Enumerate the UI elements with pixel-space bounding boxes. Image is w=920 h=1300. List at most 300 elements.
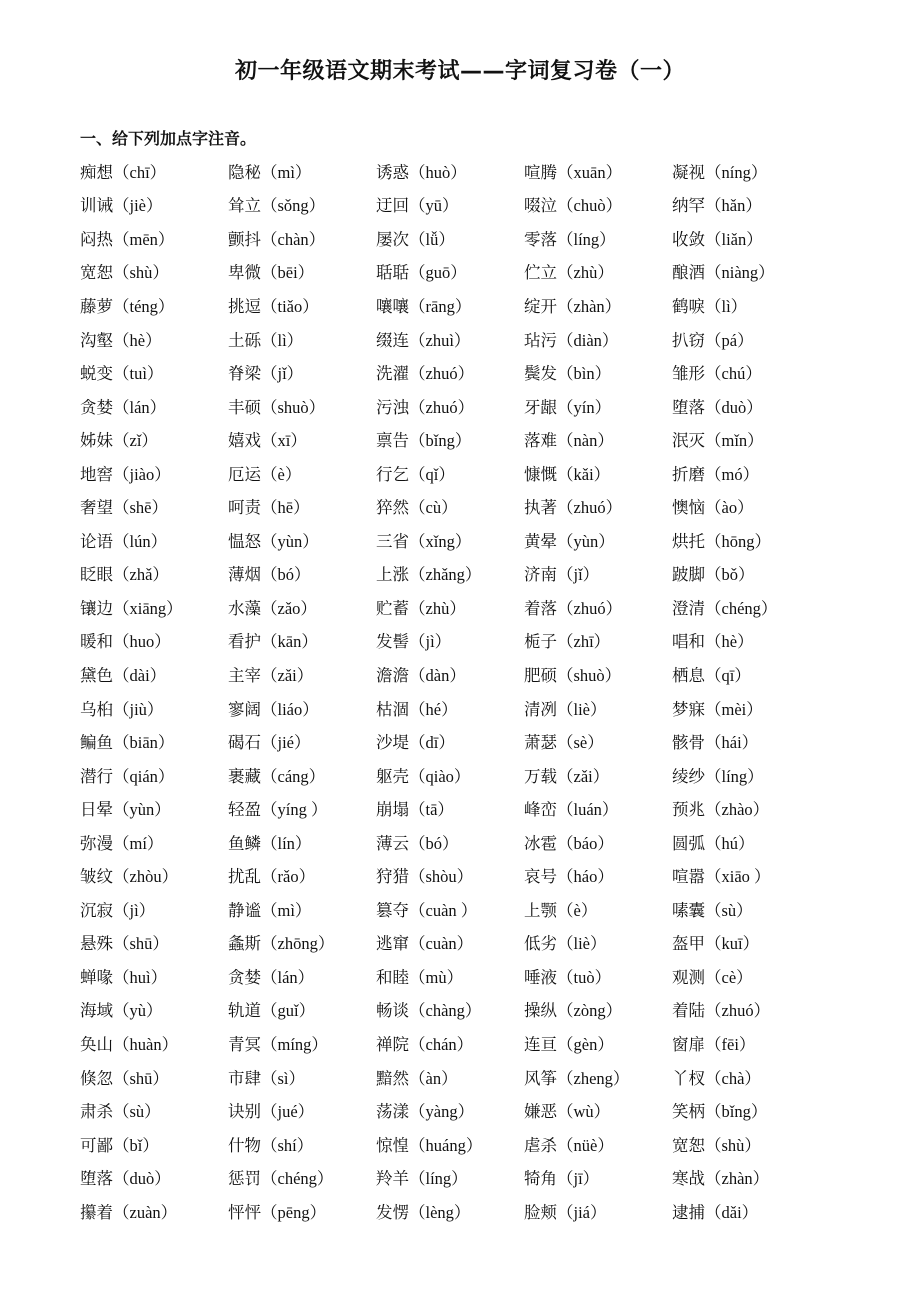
word-text: 圆弧 bbox=[672, 833, 705, 853]
word-row bbox=[80, 959, 840, 993]
word-text: 地窖 bbox=[80, 464, 113, 484]
word-text: 泯灭 bbox=[672, 431, 705, 451]
word-item bbox=[672, 930, 820, 954]
word-text: 肥硕 bbox=[524, 665, 557, 685]
word-item bbox=[228, 1098, 376, 1122]
word-item bbox=[524, 763, 672, 787]
word-text: 裹藏 bbox=[228, 766, 261, 786]
word-text: 低劣 bbox=[524, 934, 557, 954]
pinyin-text: （zhuó） bbox=[557, 498, 623, 518]
word-item bbox=[524, 696, 672, 720]
pinyin-text: （jī） bbox=[557, 1169, 600, 1189]
word-text: 厄运 bbox=[228, 464, 261, 484]
pinyin-text: （cuàn ） bbox=[409, 900, 478, 920]
pinyin-text: （yùn） bbox=[261, 531, 319, 551]
word-item bbox=[228, 159, 376, 183]
pinyin-text: （báo） bbox=[557, 833, 614, 853]
word-text: 清冽 bbox=[524, 699, 557, 719]
word-text: 哀号 bbox=[524, 867, 557, 887]
pinyin-text: （cáng） bbox=[261, 766, 326, 786]
pinyin-text: （bìn） bbox=[557, 364, 612, 384]
word-text: 行乞 bbox=[376, 464, 409, 484]
pinyin-text: （zhào） bbox=[705, 800, 770, 820]
section-heading: 一、给下列加点字注音。 bbox=[80, 129, 257, 148]
pinyin-text: （gèn） bbox=[557, 1034, 614, 1054]
word-text: 诀别 bbox=[228, 1102, 261, 1122]
pinyin-text: （biān） bbox=[113, 733, 175, 753]
pinyin-text: （shí） bbox=[261, 1135, 314, 1155]
word-text: 凝视 bbox=[672, 162, 705, 182]
word-text: 潜行 bbox=[80, 766, 113, 786]
pinyin-text: （qiào） bbox=[409, 766, 471, 786]
word-text: 执著 bbox=[524, 498, 557, 518]
pinyin-text: （sì） bbox=[261, 1068, 306, 1088]
word-text: 倏忽 bbox=[80, 1068, 113, 1088]
word-item bbox=[228, 930, 376, 954]
word-text: 沙堤 bbox=[376, 733, 409, 753]
pinyin-text: （zòng） bbox=[557, 1001, 623, 1021]
pinyin-text: （jié） bbox=[261, 733, 311, 753]
word-text: 伫立 bbox=[524, 263, 557, 283]
word-text: 蜕变 bbox=[80, 364, 113, 384]
pinyin-text: （huì） bbox=[113, 967, 168, 987]
word-text: 皱纹 bbox=[80, 867, 113, 887]
pinyin-text: （hái） bbox=[705, 733, 759, 753]
word-text: 鬓发 bbox=[524, 364, 557, 384]
pinyin-text: （guǐ） bbox=[261, 1001, 316, 1021]
pinyin-text: （mì） bbox=[261, 900, 312, 920]
word-row bbox=[80, 657, 840, 691]
pinyin-text: （yàng） bbox=[409, 1102, 475, 1122]
word-item bbox=[80, 159, 228, 183]
word-text: 躯壳 bbox=[376, 766, 409, 786]
pinyin-text: （jǐ） bbox=[261, 364, 304, 384]
pinyin-text: （yùn） bbox=[557, 531, 615, 551]
pinyin-text: （shuò） bbox=[261, 397, 326, 417]
pinyin-text: （lán） bbox=[113, 397, 167, 417]
word-text: 眨眼 bbox=[80, 565, 113, 585]
word-text: 贪婪 bbox=[228, 967, 261, 987]
pinyin-text: （àn） bbox=[409, 1068, 458, 1088]
word-item bbox=[376, 327, 524, 351]
word-item bbox=[672, 595, 820, 619]
word-item bbox=[80, 427, 228, 451]
pinyin-text: （ào） bbox=[705, 498, 754, 518]
word-text: 诱惑 bbox=[376, 162, 409, 182]
pinyin-text: （dài） bbox=[113, 665, 167, 685]
word-text: 发愣 bbox=[376, 1202, 409, 1222]
word-text: 宽恕 bbox=[672, 1135, 705, 1155]
word-text: 扰乱 bbox=[228, 867, 261, 887]
pinyin-text: （chán） bbox=[409, 1034, 474, 1054]
pinyin-text: （jì） bbox=[409, 632, 452, 652]
pinyin-text: （huo） bbox=[113, 632, 171, 652]
word-item bbox=[672, 1031, 820, 1055]
word-text: 污浊 bbox=[376, 397, 409, 417]
pinyin-text: （xī） bbox=[261, 431, 307, 451]
word-item bbox=[524, 528, 672, 552]
pinyin-text: （líng） bbox=[705, 766, 764, 786]
word-row bbox=[80, 322, 840, 356]
pinyin-text: （kuī） bbox=[705, 934, 760, 954]
word-item bbox=[524, 327, 672, 351]
word-text: 骸骨 bbox=[672, 733, 705, 753]
word-item bbox=[80, 595, 228, 619]
word-row bbox=[80, 288, 840, 322]
word-item bbox=[376, 930, 524, 954]
pinyin-text: （fēi） bbox=[705, 1034, 756, 1054]
word-text: 窗扉 bbox=[672, 1034, 705, 1054]
pinyin-text: （cù） bbox=[409, 498, 458, 518]
pinyin-text: （zhuì） bbox=[409, 330, 471, 350]
word-text: 碣石 bbox=[228, 733, 261, 753]
word-text: 雏形 bbox=[672, 364, 705, 384]
word-item bbox=[80, 1031, 228, 1055]
pinyin-text: （míng） bbox=[261, 1034, 328, 1054]
pinyin-text: （jiè） bbox=[113, 196, 163, 216]
word-text: 啜泣 bbox=[524, 196, 557, 216]
word-row bbox=[80, 993, 840, 1027]
word-text: 禅院 bbox=[376, 1034, 409, 1054]
word-item bbox=[672, 696, 820, 720]
pinyin-text: （mēn） bbox=[113, 229, 175, 249]
pinyin-text: （hōng） bbox=[705, 531, 771, 551]
word-text: 唱和 bbox=[672, 632, 705, 652]
word-item bbox=[228, 327, 376, 351]
word-item bbox=[80, 729, 228, 753]
word-item bbox=[228, 595, 376, 619]
word-item bbox=[376, 528, 524, 552]
word-text: 挑逗 bbox=[228, 296, 261, 316]
pinyin-text: （wù） bbox=[557, 1102, 611, 1122]
pinyin-text: （niàng） bbox=[705, 263, 775, 283]
pinyin-text: （chéng） bbox=[705, 598, 778, 618]
word-item bbox=[228, 1065, 376, 1089]
word-text: 羚羊 bbox=[376, 1169, 409, 1189]
word-text: 牙龈 bbox=[524, 397, 557, 417]
pinyin-text: （kān） bbox=[261, 632, 318, 652]
word-text: 落难 bbox=[524, 431, 557, 451]
pinyin-text: （mí） bbox=[113, 833, 164, 853]
pinyin-text: （zǎo） bbox=[261, 598, 317, 618]
word-text: 上颚 bbox=[524, 900, 557, 920]
word-text: 连亘 bbox=[524, 1034, 557, 1054]
word-item bbox=[672, 1165, 820, 1189]
word-text: 折磨 bbox=[672, 464, 705, 484]
word-item bbox=[524, 1165, 672, 1189]
word-item bbox=[228, 259, 376, 283]
word-row bbox=[80, 926, 840, 960]
word-item bbox=[228, 494, 376, 518]
word-item bbox=[376, 1165, 524, 1189]
word-item bbox=[672, 327, 820, 351]
word-item bbox=[524, 997, 672, 1021]
word-text: 看护 bbox=[228, 632, 261, 652]
pinyin-text: （chī） bbox=[113, 162, 167, 182]
word-item bbox=[524, 796, 672, 820]
word-text: 薄烟 bbox=[228, 565, 261, 585]
pinyin-text: （jiù） bbox=[113, 699, 164, 719]
pinyin-text: （shū） bbox=[113, 1068, 169, 1088]
pinyin-text: （zhōng） bbox=[261, 934, 335, 954]
pinyin-text: （bó） bbox=[261, 565, 311, 585]
word-item bbox=[672, 763, 820, 787]
word-text: 丰硕 bbox=[228, 397, 261, 417]
word-item bbox=[228, 662, 376, 686]
word-item bbox=[524, 830, 672, 854]
word-item bbox=[80, 897, 228, 921]
pinyin-text: （líng） bbox=[557, 229, 616, 249]
word-text: 静谧 bbox=[228, 900, 261, 920]
word-item bbox=[672, 662, 820, 686]
pinyin-text: （luán） bbox=[557, 800, 619, 820]
pinyin-text: （lèng） bbox=[409, 1202, 471, 1222]
pinyin-text: （hé） bbox=[409, 699, 458, 719]
word-text: 嚷嚷 bbox=[376, 296, 409, 316]
word-item bbox=[228, 226, 376, 250]
word-item bbox=[524, 192, 672, 216]
word-text: 跛脚 bbox=[672, 565, 705, 585]
word-text: 禀告 bbox=[376, 431, 409, 451]
word-text: 栖息 bbox=[672, 665, 705, 685]
pinyin-text: （mó） bbox=[705, 464, 760, 484]
word-row bbox=[80, 892, 840, 926]
word-item bbox=[80, 1065, 228, 1089]
pinyin-text: （zhī） bbox=[557, 632, 611, 652]
word-item bbox=[376, 561, 524, 585]
pinyin-text: （zǎi） bbox=[261, 665, 314, 685]
pinyin-text: （sù） bbox=[705, 900, 753, 920]
word-text: 日晕 bbox=[80, 800, 113, 820]
pinyin-text: （liáo） bbox=[261, 699, 319, 719]
pinyin-text: （zhù） bbox=[557, 263, 614, 283]
word-text: 盔甲 bbox=[672, 934, 705, 954]
pinyin-text: （kǎi） bbox=[557, 464, 611, 484]
word-text: 蝉喙 bbox=[80, 967, 113, 987]
word-text: 宽恕 bbox=[80, 263, 113, 283]
word-item bbox=[672, 528, 820, 552]
pinyin-text: （shòu） bbox=[409, 867, 474, 887]
word-text: 乌桕 bbox=[80, 699, 113, 719]
pinyin-text: （bēi） bbox=[261, 263, 315, 283]
word-item bbox=[80, 1132, 228, 1156]
word-text: 水藻 bbox=[228, 598, 261, 618]
word-text: 澄清 bbox=[672, 598, 705, 618]
word-text: 薄云 bbox=[376, 833, 409, 853]
word-item bbox=[672, 729, 820, 753]
word-text: 姊妹 bbox=[80, 431, 113, 451]
pinyin-text: （bǐng） bbox=[705, 1102, 768, 1122]
word-text: 堕落 bbox=[80, 1169, 113, 1189]
word-text: 上涨 bbox=[376, 565, 409, 585]
word-row bbox=[80, 154, 840, 188]
word-text: 扒窃 bbox=[672, 330, 705, 350]
word-item bbox=[376, 259, 524, 283]
word-item bbox=[376, 226, 524, 250]
pinyin-text: （huáng） bbox=[409, 1135, 483, 1155]
pinyin-text: （yū） bbox=[409, 196, 459, 216]
pinyin-text: （líng） bbox=[409, 1169, 468, 1189]
pinyin-text: （jì） bbox=[113, 900, 156, 920]
word-text: 论语 bbox=[80, 531, 113, 551]
pinyin-text: （zhuó） bbox=[409, 397, 475, 417]
pinyin-text: （guō） bbox=[409, 263, 467, 283]
word-item bbox=[376, 1065, 524, 1089]
word-item bbox=[228, 729, 376, 753]
pinyin-text: （shū） bbox=[113, 934, 169, 954]
word-item bbox=[672, 964, 820, 988]
word-row bbox=[80, 188, 840, 222]
word-item bbox=[524, 427, 672, 451]
word-item bbox=[228, 427, 376, 451]
word-item bbox=[524, 461, 672, 485]
word-item bbox=[524, 863, 672, 887]
pinyin-text: （qián） bbox=[113, 766, 175, 786]
pinyin-text: （mù） bbox=[409, 967, 464, 987]
word-text: 聒聒 bbox=[376, 263, 409, 283]
word-item bbox=[524, 897, 672, 921]
word-item bbox=[524, 226, 672, 250]
pinyin-text: （zhòu） bbox=[113, 867, 179, 887]
word-item bbox=[80, 628, 228, 652]
word-text: 嗉囊 bbox=[672, 900, 705, 920]
word-item bbox=[228, 863, 376, 887]
word-item bbox=[228, 1199, 376, 1223]
word-item bbox=[524, 1065, 672, 1089]
word-item bbox=[376, 461, 524, 485]
word-item bbox=[228, 628, 376, 652]
word-item bbox=[672, 494, 820, 518]
word-text: 惊惶 bbox=[376, 1135, 409, 1155]
pinyin-text: （shù） bbox=[113, 263, 169, 283]
word-item bbox=[376, 360, 524, 384]
pinyin-text: （chéng） bbox=[261, 1169, 334, 1189]
word-text: 土砾 bbox=[228, 330, 261, 350]
word-item bbox=[80, 1199, 228, 1223]
word-text: 绫纱 bbox=[672, 766, 705, 786]
word-item bbox=[524, 662, 672, 686]
pinyin-text: （duò） bbox=[113, 1169, 171, 1189]
word-text: 堕落 bbox=[672, 397, 705, 417]
word-item bbox=[672, 863, 820, 887]
word-row bbox=[80, 456, 840, 490]
word-item bbox=[376, 628, 524, 652]
word-text: 慷慨 bbox=[524, 464, 557, 484]
word-item bbox=[80, 561, 228, 585]
word-text: 丫杈 bbox=[672, 1068, 705, 1088]
word-item bbox=[672, 796, 820, 820]
word-text: 逮捕 bbox=[672, 1202, 705, 1222]
word-item bbox=[376, 763, 524, 787]
pinyin-text: （jǐ） bbox=[557, 565, 600, 585]
pinyin-text: （mǐn） bbox=[705, 431, 764, 451]
word-row bbox=[80, 1093, 840, 1127]
word-item bbox=[672, 226, 820, 250]
pinyin-text: （huò） bbox=[409, 162, 467, 182]
word-item bbox=[524, 293, 672, 317]
word-item bbox=[376, 796, 524, 820]
pinyin-text: （qǐ） bbox=[409, 464, 455, 484]
word-row bbox=[80, 255, 840, 289]
word-row bbox=[80, 724, 840, 758]
word-text: 可鄙 bbox=[80, 1135, 113, 1155]
word-row bbox=[80, 523, 840, 557]
word-item bbox=[672, 427, 820, 451]
word-row bbox=[80, 791, 840, 825]
pinyin-text: （lín） bbox=[261, 833, 312, 853]
word-text: 零落 bbox=[524, 229, 557, 249]
word-text: 唾液 bbox=[524, 967, 557, 987]
word-item bbox=[524, 1132, 672, 1156]
word-item bbox=[228, 528, 376, 552]
word-text: 呵责 bbox=[228, 498, 261, 518]
word-text: 崩塌 bbox=[376, 800, 409, 820]
pinyin-text: （liǎn） bbox=[705, 229, 763, 249]
word-text: 迂回 bbox=[376, 196, 409, 216]
word-text: 闷热 bbox=[80, 229, 113, 249]
word-text: 耸立 bbox=[228, 196, 261, 216]
word-text: 训诫 bbox=[80, 196, 113, 216]
word-item bbox=[80, 763, 228, 787]
word-item bbox=[672, 159, 820, 183]
word-item bbox=[80, 394, 228, 418]
word-row bbox=[80, 1060, 840, 1094]
word-text: 冰雹 bbox=[524, 833, 557, 853]
word-item bbox=[672, 561, 820, 585]
word-item bbox=[228, 192, 376, 216]
word-text: 万载 bbox=[524, 766, 557, 786]
word-item bbox=[228, 696, 376, 720]
word-row bbox=[80, 1160, 840, 1194]
word-text: 弥漫 bbox=[80, 833, 113, 853]
word-text: 青冥 bbox=[228, 1034, 261, 1054]
pinyin-text: （chà） bbox=[705, 1068, 761, 1088]
word-text: 脸颊 bbox=[524, 1202, 557, 1222]
word-text: 隐秘 bbox=[228, 162, 261, 182]
pinyin-text: （dǎi） bbox=[705, 1202, 759, 1222]
pinyin-text: （jiá） bbox=[557, 1202, 607, 1222]
pinyin-text: （dàn） bbox=[409, 665, 466, 685]
word-item bbox=[80, 830, 228, 854]
pinyin-text: （lì） bbox=[261, 330, 304, 350]
word-text: 栀子 bbox=[524, 632, 557, 652]
pinyin-text: （zhàn） bbox=[557, 296, 622, 316]
pinyin-text: （bǐng） bbox=[409, 431, 472, 451]
word-text: 镶边 bbox=[80, 598, 113, 618]
word-row bbox=[80, 489, 840, 523]
word-item bbox=[376, 1031, 524, 1055]
pinyin-text: （lán） bbox=[261, 967, 315, 987]
word-item bbox=[80, 696, 228, 720]
word-item bbox=[228, 897, 376, 921]
word-item bbox=[80, 360, 228, 384]
pinyin-text: （mèi） bbox=[705, 699, 763, 719]
word-text: 鹤唳 bbox=[672, 296, 705, 316]
word-row bbox=[80, 422, 840, 456]
word-text: 轨道 bbox=[228, 1001, 261, 1021]
word-item bbox=[80, 930, 228, 954]
word-item bbox=[80, 796, 228, 820]
word-item bbox=[376, 997, 524, 1021]
word-row bbox=[80, 758, 840, 792]
word-item bbox=[376, 427, 524, 451]
word-text: 奢望 bbox=[80, 498, 113, 518]
word-text: 枯涸 bbox=[376, 699, 409, 719]
pinyin-text: （zhǎ） bbox=[113, 565, 169, 585]
word-text: 寥阔 bbox=[228, 699, 261, 719]
pinyin-text: （duò） bbox=[705, 397, 763, 417]
pinyin-text: （yíng ） bbox=[261, 800, 328, 820]
